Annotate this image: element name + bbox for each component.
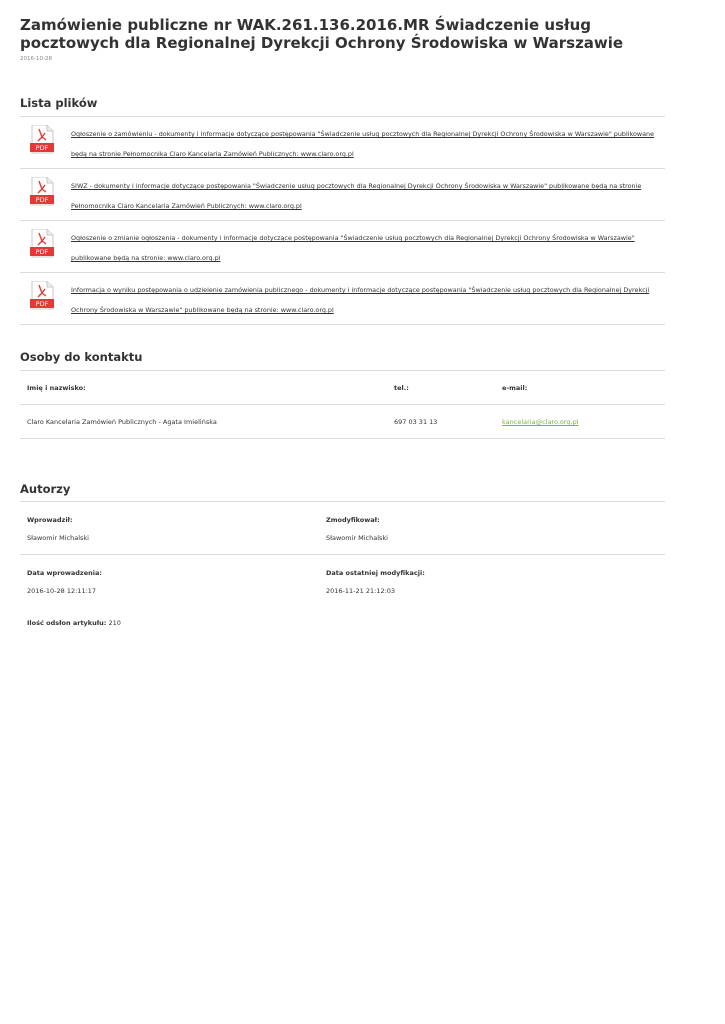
file-link[interactable]: SIWZ - dokumenty i informacje dotyczące postępowania "Świadczenie usług pocztowych dla Regionalnej Dyrekcji Ochrony Środowiska w Warszawie" publikowane będą na stronie Pełnomocnika Claro Kancelaria Zamówień Publicznych: www.claro.org.pl (71, 182, 642, 210)
authors-heading: Autorzy (20, 482, 71, 496)
file-link[interactable]: Ogłoszenie o zmianie ogłoszenia - dokumenty i informacje dotyczące postępowania "Świadczenie usług pocztowych dla Regionalnej Dyrekcji Ochrony Środowiska w Warszawie" publikowane będą na stronie: www.claro.org.pl (71, 234, 635, 262)
file-link[interactable]: Ogłoszenie o zamówieniu - dokumenty i informacje dotyczące postępowania "Świadczenie usług pocztowych dla Regionalnej Dyrekcji Ochrony Środowiska w Warszawie" publikowane będą na stronie Pełnomocnika Claro Kancelaria Zamówień Publicznych: www.claro.org.pl (71, 130, 655, 158)
contact-table (20, 370, 665, 439)
file-item (20, 272, 665, 325)
contact-phone: 697 03 31 13 (394, 418, 438, 426)
file-item (20, 168, 665, 220)
svg-text:PDF: PDF (35, 300, 49, 309)
files-heading: Lista plików (20, 96, 98, 110)
entered-date-value: 2016-10-28 12:11:17 (27, 587, 97, 595)
pdf-icon (30, 229, 54, 259)
file-item (20, 116, 665, 168)
contact-email-link[interactable]: kancelaria@claro.org.pl (502, 418, 579, 426)
name-column-header: Imię i nazwisko: (27, 384, 86, 392)
email-column-header: e-mail: (502, 384, 528, 392)
phone-column-header: tel.: (394, 384, 409, 392)
pdf-icon (30, 281, 54, 311)
page-title: Zamówienie publiczne nr WAK.261.136.2016.MR Świadczenie usług pocztowych dla Regionalnej Dyrekcji Ochrony Środowiska w Warszawie (20, 16, 624, 52)
entered-date-label: Data wprowadzenia: (27, 569, 102, 577)
entered-by-value: Sławomir Michalski (27, 534, 89, 542)
contact-heading: Osoby do kontaktu (20, 350, 143, 364)
modified-date-value: 2016-11-21 21:12:03 (326, 587, 396, 595)
file-list (20, 116, 665, 325)
pdf-icon (30, 177, 54, 207)
view-count-value: 210 (108, 619, 121, 627)
modified-by-value: Sławomir Michalski (326, 534, 388, 542)
publish-date: 2016-10-28 (20, 56, 52, 62)
contact-name: Claro Kancelaria Zamówień Publicznych - Agata Imielińska (27, 418, 217, 426)
dates-row (20, 554, 665, 607)
view-count-label: Ilość odsłon artykułu: (27, 619, 107, 627)
table-header-row (20, 370, 665, 404)
authors-row (20, 501, 665, 554)
file-item (20, 220, 665, 272)
authors-table (20, 501, 665, 627)
svg-text:PDF: PDF (35, 144, 49, 153)
file-link[interactable]: Informacja o wyniku postępowania o udzielenie zamówienia publicznego - dokumenty i informacje dotyczące postępowania "Świadczenie usług pocztowych dla Regionalnej Dyrekcji Ochrony Środowiska w Warszawie" publikowane będą na stronie: www.claro.org.pl (71, 286, 650, 314)
table-row (20, 404, 665, 439)
svg-text:PDF: PDF (35, 248, 49, 257)
page (0, 0, 725, 62)
modified-date-label: Data ostatniej modyfikacji: (326, 569, 425, 577)
pdf-icon (30, 125, 54, 155)
svg-text:PDF: PDF (35, 196, 49, 205)
view-count (27, 619, 121, 627)
entered-by-label: Wprowadził: (27, 516, 73, 524)
modified-by-label: Zmodyfikował: (326, 516, 380, 524)
